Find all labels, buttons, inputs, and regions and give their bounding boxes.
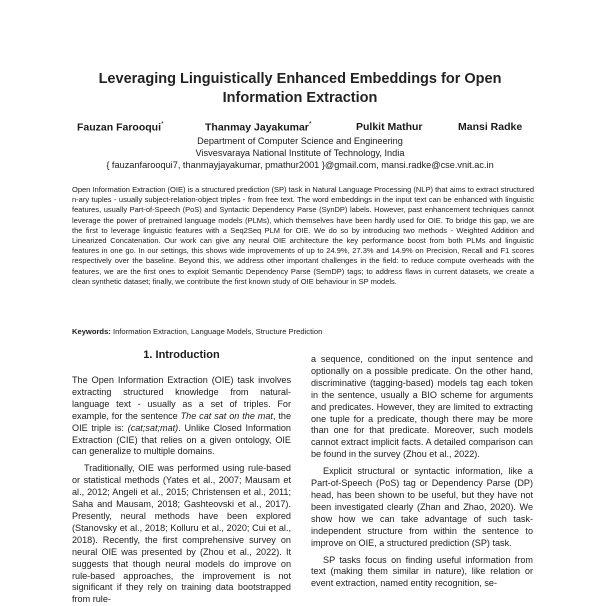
example-sentence: The cat sat on the mat <box>180 410 273 421</box>
affiliation-block <box>80 135 520 171</box>
intro-paragraph-1 <box>72 375 291 458</box>
intro-p1-text-b: , the OIE triple is: <box>72 410 291 433</box>
author-1-name: Fauzan Farooqui <box>77 121 161 134</box>
author-1 <box>77 121 164 134</box>
right-column <box>311 354 533 590</box>
department: Department of Computer Science and Engineering <box>197 136 403 146</box>
author-3 <box>356 121 423 133</box>
intro-p1-text-a: The Open Information Extraction (OIE) task involves extracting structured knowledge from natural-language text - usually as a set of triples. For example, for the sentence <box>72 375 291 421</box>
intro-paragraph-2: Traditionally, OIE was performed using rule-based or statistical methods (Yates et al., 2007; Mausam et al., 2012; Angeli et al., 2015; Christensen et al., 2011; Saha and Mausam, 2018; Gashteovski et al., 2017). Presently, neural methods have been explored (Stanovsky et al., 2018; Kolluru et al., 2020; Cui et al., 2018). Recently, the first comprehensive survey on neural OIE was presented by (Zhou et al., 2022). It suggests that though neural models do improve on rule-based approaches, the improvement is not significant if they rely on training data bootstrapped from rule- <box>72 463 291 605</box>
abstract: Open Information Extraction (OIE) is a structured prediction (SP) task in Natural Language Processing (NLP) that aims to extract structured n-ary tuples - usually subject-relation-object triples - from free text. The word embeddings in the input text can be enhanced with linguistic features, usually Part-of-Speech (PoS) and Syntactic Dependency Parse (SynDP) labels. However, past enhancement techniques cannot leverage the power of pretrained language models (PLMs), which themselves have been hardly used for OIE. To bridge this gap, we are the first to leverage linguistic features with a Seq2Seq PLM for OIE. We do so by introducing two methods - Weighted Addition and Linearized Concatenation. Our work can give any neural OIE architecture the key performance boost from both PLMs and linguistic features in one go. In our settings, this shows wide improvements of up to 24.9%, 27.3% and 14.9% on Precision, Recall and F1 scores respectively over the baseline. Beyond this, we address other important challenges in the field: to reduce compute overheads with the features, we are the first ones to exploit Semantic Dependency Parse (SemDP) tags; to address flaws in current datasets, we create a clean synthetic dataset; finally, we contribute the first known study of OIE behaviour in SP models. <box>72 185 534 286</box>
author-1-mark: * <box>161 121 164 128</box>
example-triple: (cat;sat;mat) <box>127 422 179 433</box>
intro-paragraph-5: SP tasks focus on finding useful information from text (making them similar in nature), like relation or event extraction, named entity recognition, se- <box>311 554 533 589</box>
intro-paragraph-4: Explicit structural or syntactic information, like a Part-of-Speech (PoS) tag or Dependency Parse (DP) head, has been shown to be useful, but they have not been investigated clearly (Zhan and Zhao, 2020). We show how we can take advantage of such task-independent structure from within the sentence to improve on OIE, a structured prediction (SP) task. <box>311 466 533 548</box>
section-heading-introduction: 1. Introduction <box>143 349 220 361</box>
emails: { fauzanfarooqui7, thanmayjayakumar, pmathur2001 }@gmail.com, mansi.radke@cse.vnit.ac.in <box>106 160 494 170</box>
institute: Visvesvaraya National Institute of Technology, India <box>195 148 405 158</box>
keywords-text: Information Extraction, Language Models, Structure Prediction <box>112 327 323 336</box>
keywords-line <box>72 327 534 337</box>
author-4-name: Mansi Radke <box>458 121 523 133</box>
intro-p1-text-c: . Unlike Closed Information Extraction (CIE) that relies on a given ontology, OIE can generalize to multiple domains. <box>72 422 291 457</box>
author-2 <box>205 121 312 134</box>
author-list <box>70 121 540 135</box>
keywords-label: Keywords: <box>72 327 111 336</box>
paper-title: Leveraging Linguistically Enhanced Embeddings for Open Information Extraction <box>98 71 502 106</box>
author-3-name: Pulkit Mathur <box>356 121 423 133</box>
author-2-mark: * <box>308 121 312 128</box>
left-column <box>72 348 291 606</box>
intro-paragraph-3: a sequence, conditioned on the input sentence and optionally on a possible predicate. On the other hand, discriminative (tagging-based) models tag each token in the sentence, usually a BIO scheme for arguments and predicates. However, they are limited to extracting one tuple for a predicate, though there may be more than one for that predicate. Moreover, such models cannot extract implicit facts. A detailed comparison can be found in the survey (Zhou et al., 2022). <box>311 354 533 460</box>
author-2-name: Thanmay Jayakumar <box>205 121 309 134</box>
author-4 <box>458 121 522 133</box>
